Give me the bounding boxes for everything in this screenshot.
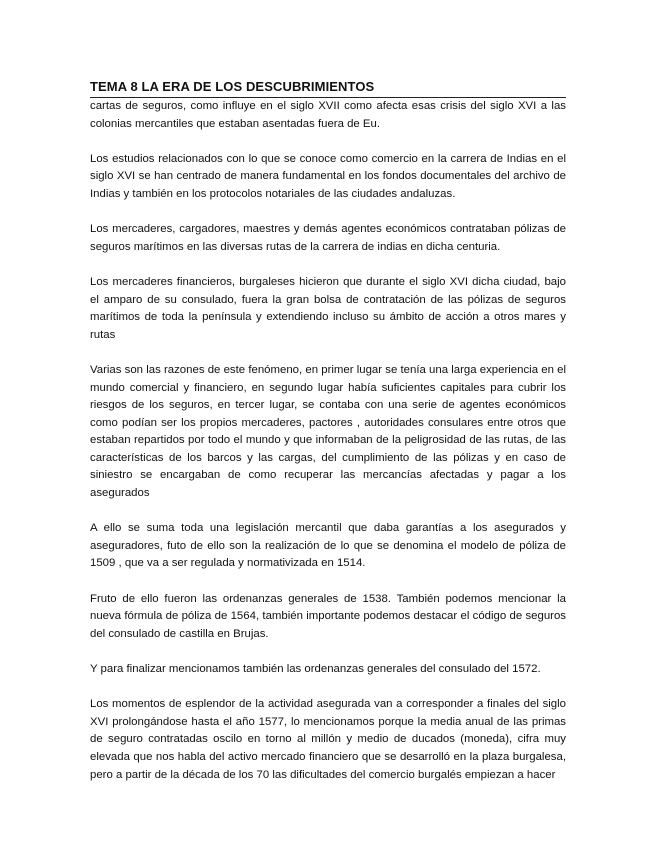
paragraph-ordenanzas-1538: Fruto de ello fueron las ordenanzas generales de 1538. También podemos mencionar la nueva fórmula de póliza de 1564, también importante podemos destacar el código de seguros del consulado de castilla en Brujas. (90, 592, 566, 640)
paragraph-razones-fenomeno: Varias son las razones de este fenómeno, en primer lugar se tenía una larga experiencia en el mundo comercial y financiero, en segundo lugar había suficientes capitales para cubrir los riesgos de los seguros, en tercer lugar, se contaba con una serie de agentes económicos como podían ser los propios mercaderes, pactores , autoridades consulares entre otros que estaban repartidos por todo el mundo y que informaban de la peligrosidad de las rutas, de las características de los barcos y las cargas, del cumplimiento de las pólizas y en caso de siniestro se encargaban de como recuperar las mercancías afectadas y pagar a los asegurados (90, 363, 566, 500)
paragraph-legislacion-mercantil: A ello se suma toda una legislación mercantil que daba garantías a los asegurados y aseguradores, futo de ello son la realización de lo que se denomina el modelo de póliza de 1509 , que va a ser regulada y normativizada en 1514. (90, 522, 566, 570)
paragraph-esplendor-actividad: Los momentos de esplendor de la actividad asegurada van a corresponder a finales del siglo XVI prolongándose hasta el año 1577, lo mencionamos porque la media anual de las primas de seguro contratadas oscilo en torno al millón y medio de ducados (moneda), cifra muy elevada que nos habla del activo mercado financiero que se desarrolló en la plaza burgalesa, pero a partir de la década de los 70 las dificultades del comercio burgalés empiezan a hacer (90, 698, 566, 781)
paragraph-mercaderes-polizas: Los mercaderes, cargadores, maestres y demás agentes económicos contrataban pólizas de seguros marítimos en las diversas rutas de la carrera de indias en dicha centuria. (90, 223, 566, 253)
page-title: TEMA 8 LA ERA DE LOS DESCUBRIMIENTOS (90, 76, 566, 98)
paragraph-ordenanzas-1572: Y para finalizar mencionamos también las ordenanzas generales del consulado del 1572. (90, 663, 541, 675)
paragraph-intro-continuation: cartas de seguros, como influye en el siglo XVII como afecta esas crisis del siglo XVI a las colonias mercantiles que estaban asentadas fuera de Eu. (90, 100, 566, 130)
paragraph-estudios-carrera-indias: Los estudios relacionados con lo que se conoce como comercio en la carrera de Indias en el siglo XVI se han centrado de manera fundamental en los fondos documentales del archivo de Indias y también en los protocolos notariales de las ciudades andaluzas. (90, 152, 566, 200)
document-page (90, 76, 566, 784)
paragraph-mercaderes-burgaleses: Los mercaderes financieros, burgaleses hicieron que durante el siglo XVI dicha ciudad, bajo el amparo de su consulado, fuera la gran bolsa de contratación de las pólizas de seguros marítimos de toda la península y extendiendo incluso su ámbito de acción a otros mares y rutas (90, 275, 566, 341)
